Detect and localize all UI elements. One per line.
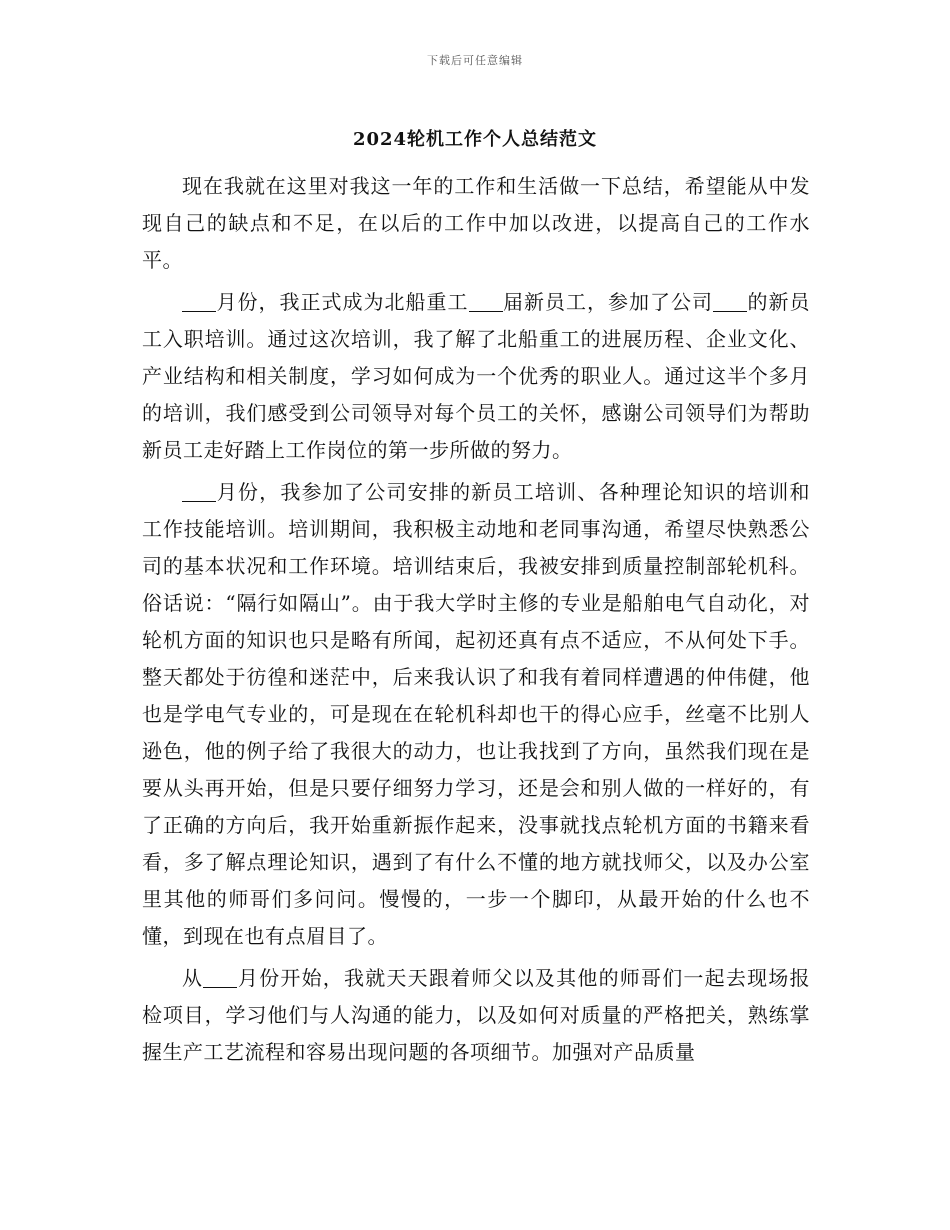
fill-in-blank — [203, 967, 237, 988]
paragraph-2 — [142, 284, 810, 469]
document-title: 2024轮机工作个人总结范文 — [352, 129, 598, 150]
fill-in-blank — [469, 291, 503, 312]
paragraph-1-text: 现在我就在这里对我这一年的工作和生活做一下总结，希望能从中发现自己的缺点和不足，在以后的工作中加以改进，以提高自己的工作水平。 — [142, 174, 810, 272]
fill-in-blank — [182, 291, 216, 312]
paragraph-1 — [142, 168, 810, 279]
paragraph-4-text-a: 从 — [182, 966, 204, 990]
paragraph-2-text-b: 届新员工，参加了公司 — [502, 290, 713, 314]
fill-in-blank — [182, 481, 216, 502]
paragraph-3 — [142, 474, 810, 955]
header-note: 下载后可任意编辑 — [427, 54, 523, 67]
paragraph-2-text-a: 月份，我正式成为北船重工 — [216, 290, 469, 314]
paragraph-2-text-c: 的新员工入职培训。通过这次培训，我了解了北船重工的进展历程、企业文化、产业结构和相关制度，学习如何成为一个优秀的职业人。通过这半个多月的培训，我们感受到公司领导对每个员工的关怀，感谢公司领导们为帮助新员工走好踏上工作岗位的第一步所做的努力。 — [142, 290, 810, 462]
paragraph-3-text: 月份，我参加了公司安排的新员工培训、各种理论知识的培训和工作技能培训。培训期间，我积极主动地和老同事沟通，希望尽快熟悉公司的基本状况和工作环境。培训结束后，我被安排到质量控制部轮机科。俗话说：“隔行如隔山”。由于我大学时主修的专业是船舶电气自动化，对轮机方面的知识也只是略有所闻，起初还真有点不适应，不从何处下手。整天都处于彷徨和迷茫中，后来我认识了和我有着同样遭遇的仲伟健，他也是学电气专业的，可是现在在轮机科却也干的得心应手，丝毫不比别人逊色，他的例子给了我很大的动力，也让我找到了方向，虽然我们现在是要从头再开始，但是只要仔细努力学习，还是会和别人做的一样好的，有了正确的方向后，我开始重新振作起来，没事就找点轮机方面的书籍来看看，多了解点理论知识，遇到了有什么不懂的地方就找师父，以及办公室里其他的师哥们多问问。慢慢的，一步一个脚印，从最开始的什么也不懂，到现在也有点眉目了。 — [142, 480, 810, 948]
document-body — [142, 168, 810, 1076]
paragraph-4-text-b: 月份开始，我就天天跟着师父以及其他的师哥们一起去现场报检项目，学习他们与人沟通的能力，以及如何对质量的严格把关，熟练掌握生产工艺流程和容易出现问题的各项细节。加强对产品质量 — [142, 966, 811, 1064]
fill-in-blank — [713, 291, 747, 312]
paragraph-4 — [142, 960, 810, 1071]
